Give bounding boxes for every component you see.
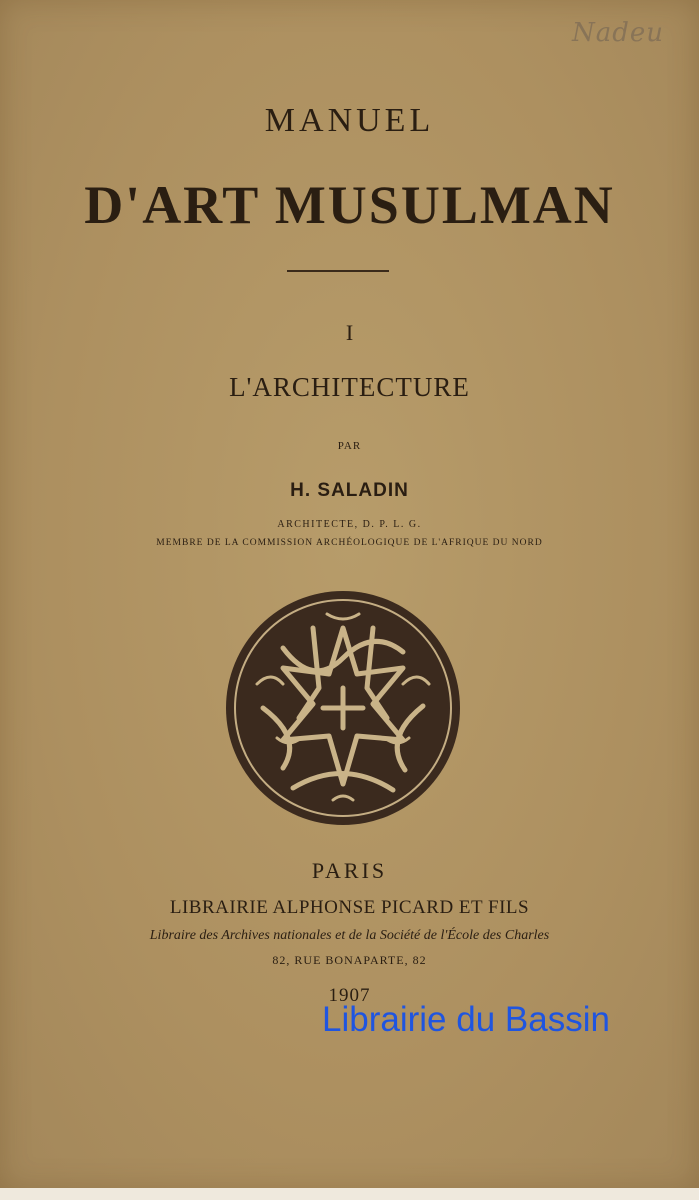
watermark: Librairie du Bassin [322, 1000, 610, 1039]
publisher-address: 82, RUE BONAPARTE, 82 [272, 953, 427, 967]
page-edge [0, 1188, 699, 1200]
publisher-name: LIBRAIRIE ALPHONSE PICARD ET FILS [169, 897, 530, 918]
author-credential-2: MEMBRE DE LA COMMISSION ARCHÉOLOGIQUE DE L'AFRIQUE DU NORD [156, 538, 543, 548]
calligraphy-emblem [223, 588, 463, 828]
pencil-annotation: Nadeu [572, 18, 665, 48]
volume-number: I [345, 320, 354, 345]
publisher-tagline: Libraire des Archives nationales et de la Société de l'École des Charles [149, 928, 550, 943]
author-name: H. SALADIN [290, 480, 409, 501]
author-credential-1: ARCHITECTE, D. P. L. G. [277, 519, 422, 530]
by-label: PAR [337, 440, 362, 452]
title-divider [287, 270, 389, 272]
title-line-1: MANUEL [264, 102, 435, 139]
title-line-2: D'ART MUSULMAN [84, 175, 615, 235]
publication-year: 1907 [328, 985, 371, 1006]
publication-city: PARIS [311, 858, 388, 883]
subtitle: L'ARCHITECTURE [229, 372, 470, 402]
